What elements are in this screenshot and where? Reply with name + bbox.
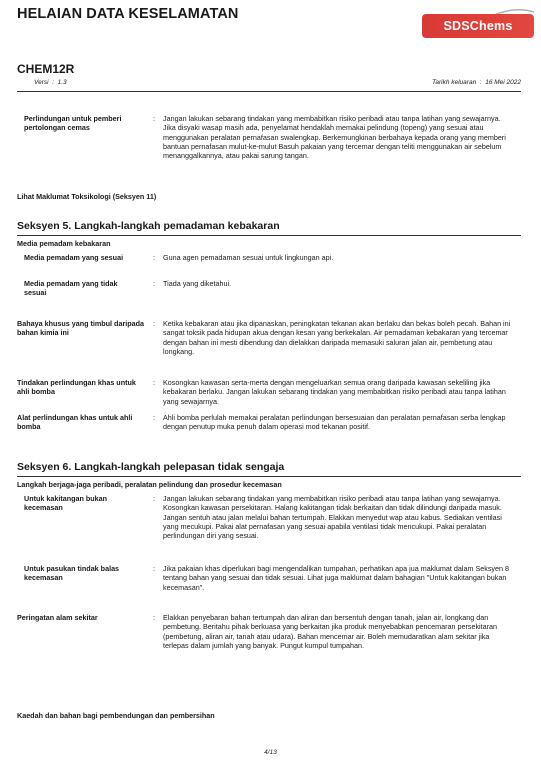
section-6-title: Seksyen 6. Langkah-langkah pelepasan tidak sengaja [17,461,285,473]
containment-heading: Kaedah dan bahan bagi pembendungan dan pembersihan [17,711,215,720]
document-title: HELAIAN DATA KESELAMATAN [17,6,239,22]
section-5-divider [17,235,521,236]
version-info: Versi : 1.3 [34,79,67,86]
page-number: 4/13 [264,749,277,756]
toxicology-reference: Lihat Maklumat Toksikologi (Seksyen 11) [17,192,157,201]
row-label: Perlindungan untuk pemberi pertolongan cemas [24,114,122,133]
issue-date-info: Tarikh keluaran : 16 Mei 2022 [431,79,521,86]
version-date-row [17,79,521,91]
section-6-divider [17,476,521,477]
row-text: Jangan lakukan sebarang tindakan yang membabitkan risiko peribadi atau tanpa latihan yang sewajarnya. Jika disyaki wasap masih ada, penyelamat hendaklah memakai pelindung (topeng) yang sesuai atau menggunakan peralatan pernafasan swalengkap. Berkemungkinan berbahaya kepada orang yang memberi bantuan pernafasan mulut-ke-mulut Basuh pakaian yang tercemar dengan teliti menggunakan air sebelum menanggalkannya, atau pakai sarung tangan. [163,114,506,161]
version-value: 1.3 [57,79,67,86]
sds-page: HELAIAN DATA KESELAMATAN SDSChems CHEM12R Versi : 1.3 Tarikh keluaran : 16 Mei 2022 Perlindungan untuk pemberi pertolongan cemas : Jangan lakukan sebarang tindakan yang membabitkan risiko peribadi atau tanpa latihan yang sewajarnya. Jika disyaki wasap masih ada, penyelamat hendaklah memakai pelindung (topeng) yang sesuai atau menggunakan peralatan pernafasan swalengkap. Berkemungkinan berbahaya kepada orang yang memberi bantuan pernafasan mulut-ke-mulut Basuh pakaian yang tercemar dengan teliti menggunakan air sebelum menanggalkannya, atau pakai sarung tangan. Lihat Maklumat Toksikologi (Seksyen 11) Seksyen 5. Langkah-langkah pemadaman kebakaran Media pemadam kebakaran Media pemadam yang sesuai : Guna agen pemadaman sesuai untuk lingkungan api. Media pemadam yang tidak sesuai : Tiada yang diketahui. Bahaya khusus yang timbul daripada bahan kimia ini : Ketika kebakaran atau jika dipanaskan, peningkatan tekanan akan berlaku dan bekas boleh pecah. Bahan ini sangat toksik pada hidupan akua dengan kesan yang berkekalan. Air pemadaman kebakaran yang tercemar dengan bahan ini mesti dibendung dan dielakkan daripada memasuki saluran jalan air, pembetung atau longkang. Tindakan perlindungan khas untuk ahli bomba : Kosongkan kawasan serta-merta dengan mengeluarkan semua orang daripada kawasan sekeliling jika kebakaran berlaku. Jangan lakukan sebarang tindakan yang membabitkan risiko peribadi atau tanpa latihan yang sewajarnya. Alat perlindungan khas untuk ahli bomba : Ahli bomba perlulah memakai peralatan perlindungan bersesuaian dan peralatan pernafasan serba lengkap dengan penutup muka penuh dalam operasi mod tekanan positif. Seksyen 6. Langkah-langkah pelepasan tidak sengaja Langkah berjaga-jaga peribadi, peralatan pelindung dan prosedur kecemasan Untuk kakitangan bukan kecemasan : Jangan lakukan sebarang tindakan yang membabitkan risiko peribadi atau tanpa latihan yang sewajarnya. Kosongkan kawasan persekitaran. Halang kakitangan tidak berkaitan dan tidak dilindungi daripada masuk. Jangan sentuh atau jalan melalui bahan tertumpah. Elakkan menyedut wap atau kabus. Sediakan ventilasi yang mecukupi. Pakai alat pernafasan yang sesuai apabila ventilasi tidak mencukupi. Pakai peralatan perlindungan diri yang sesuai. Untuk pasukan tindak balas kecemasan : Jika pakaian khas diperlukan bagi mengendalikan tumpahan, perhatikan apa jua maklumat dalam Seksyen 8 tentang bahan yang sesuai dan tidak sesuai. Lihat juga maklumat dalam bahagian "Untuk kakitangan bukan kecemasan". Peringatan alam sekitar : Elakkan penyebaran bahan tertumpah dan aliran dan bersentuh dengan tanah, jalan air, longkang dan pembetung. Beritahu pihak berkuasa yang berkaitan jika produk menyebabkan pencemaran persekitaran (pembetung, aliran air, tanah atau udara). Bahan mencemar air. Boleh memudaratkan alam sekitar jika terlepas dalam jumlah yang banyak. Pungut kumpul tumpahan. Kaedah dan bahan bagi pembendungan dan pembersihan 4/13 [0,0,541,765]
product-code: CHEM12R [17,62,75,76]
header-divider [17,91,521,92]
section-5-title: Seksyen 5. Langkah-langkah pemadaman kebakaran [17,220,280,232]
section-6-subheading: Langkah berjaga-jaga peribadi, peralatan pelindung dan prosedur kecemasan [17,480,282,489]
issue-date-value: 16 Mei 2022 [485,79,521,86]
logo-text: SDSChems [443,19,513,33]
sdschems-logo [422,14,534,38]
section-5-subheading: Media pemadam kebakaran [17,239,111,248]
